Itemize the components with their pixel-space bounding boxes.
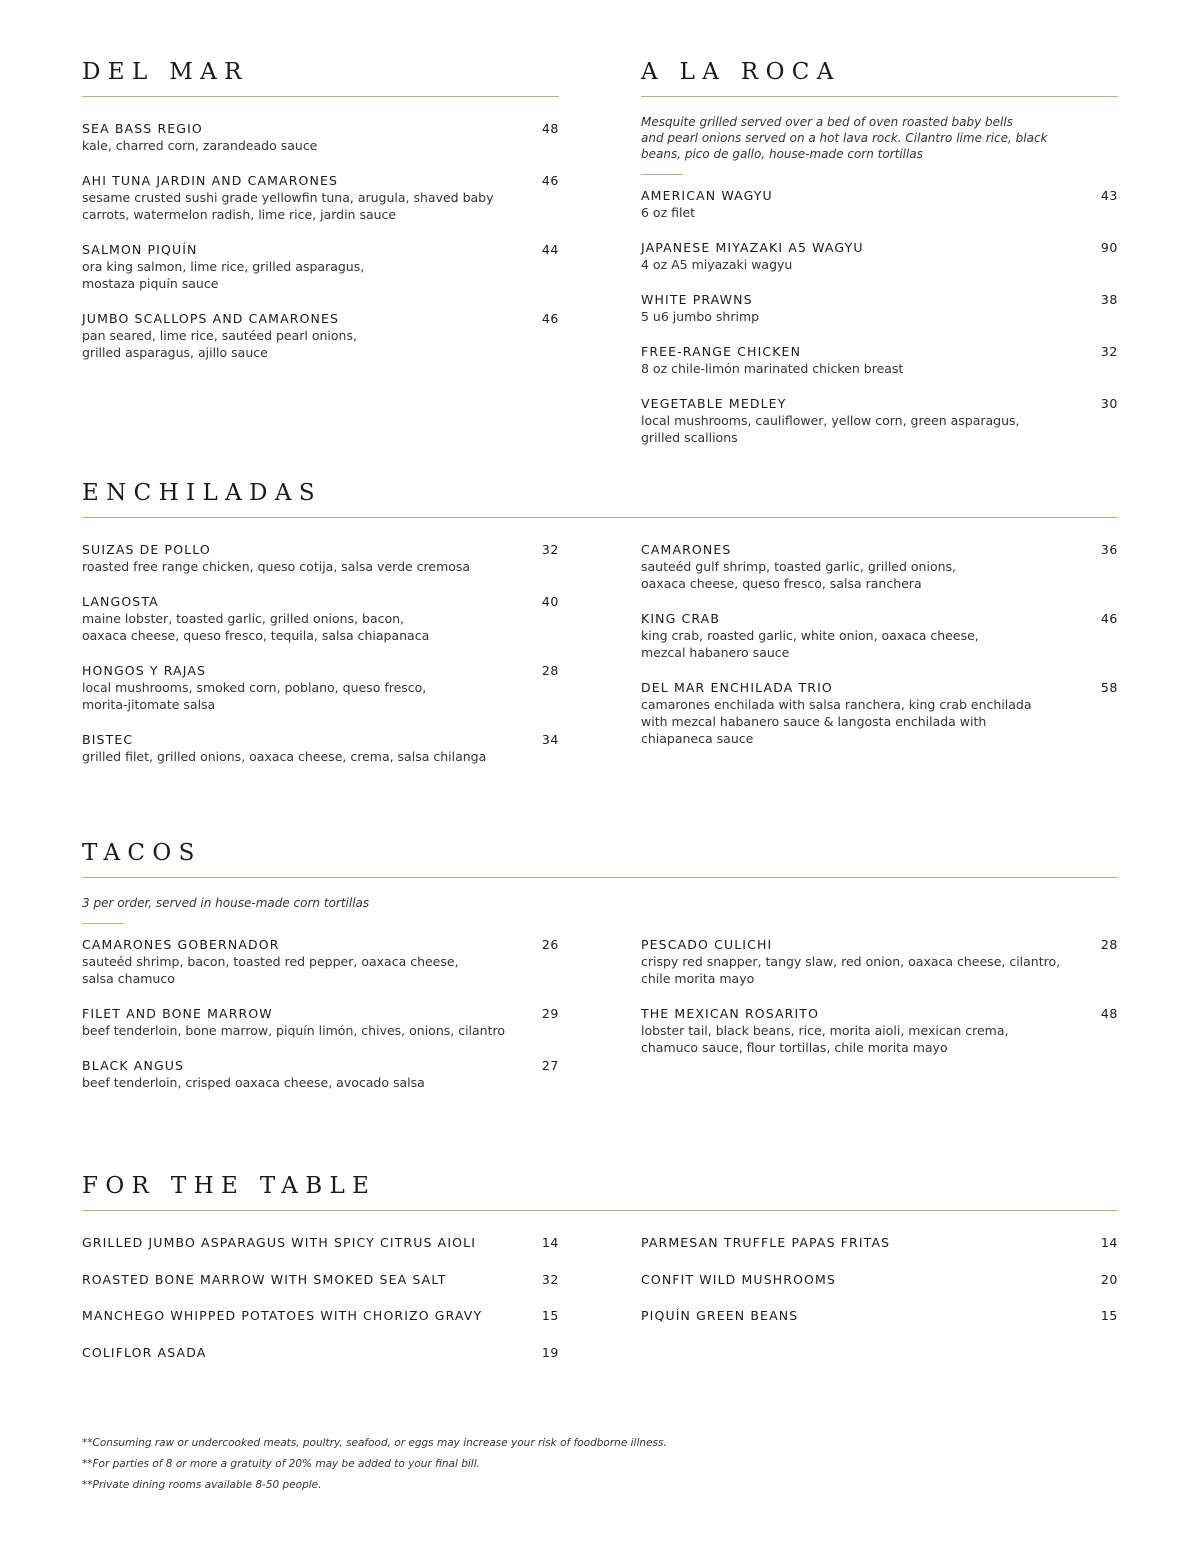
menu-item-description (641, 696, 1118, 747)
section-intro (641, 114, 1118, 162)
section-title: DEL MAR (82, 59, 249, 85)
menu-item (641, 187, 1118, 221)
menu-item-price: 32 (541, 1271, 559, 1287)
menu-item-name: MANCHEGO WHIPPED POTATOES WITH CHORIZO GRAVY (82, 1308, 483, 1323)
menu-item-name: CONFIT WILD MUSHROOMS (641, 1271, 836, 1287)
section-title: ENCHILADAS (82, 480, 322, 506)
menu-item (82, 731, 559, 765)
section-title: FOR THE TABLE (82, 1173, 377, 1199)
menu-column (641, 114, 1118, 446)
description-line: beef tenderloin, crisped oaxaca cheese, avocado salsa (82, 1075, 425, 1090)
description-line: sauteéd shrimp, bacon, toasted red pepper, oaxaca cheese, (82, 954, 459, 969)
menu-item-price: 48 (1100, 1006, 1118, 1021)
menu-item (82, 541, 559, 575)
menu-item-name: VEGETABLE MEDLEY (641, 396, 787, 411)
menu-item-description (82, 1022, 559, 1039)
footnote: **For parties of 8 or more a gratuity of 20% may be added to your final bill. (82, 1458, 480, 1470)
menu-item (641, 395, 1118, 446)
menu-item-description (82, 610, 559, 644)
menu-item-description (641, 256, 1118, 273)
menu-item (82, 1057, 559, 1091)
menu-item (82, 1307, 559, 1324)
section-enchiladas (82, 477, 1118, 783)
description-line: oaxaca cheese, queso fresco, tequila, salsa chiapanaca (82, 628, 430, 643)
menu-column (82, 120, 559, 361)
menu-item (82, 1271, 559, 1288)
menu-item-header (82, 241, 559, 258)
description-line: beef tenderloin, bone marrow, piquín limón, chives, onions, cilantro (82, 1023, 506, 1038)
menu-item-name: PIQUÍN GREEN BEANS (641, 1308, 799, 1323)
section-title: A LA ROCA (641, 59, 841, 85)
menu-item-header (82, 593, 559, 610)
menu-item-header (82, 936, 559, 953)
description-line: local mushrooms, smoked corn, poblano, queso fresco, (82, 680, 427, 695)
description-line: with mezcal habanero sauce & langosta enchilada with (641, 714, 987, 729)
description-line: mostaza piquín sauce (82, 276, 219, 291)
menu-item-name: BLACK ANGUS (82, 1058, 185, 1073)
menu-item-description (82, 558, 559, 575)
section-columns (82, 120, 559, 361)
menu-item-description (641, 627, 1118, 661)
description-line: local mushrooms, cauliflower, yellow corn, green asparagus, (641, 413, 1020, 428)
menu-item-header (641, 1234, 1118, 1251)
intro-line: beans, pico de gallo, house-made corn tortillas (641, 147, 923, 161)
menu-item (641, 239, 1118, 273)
section-a-la-roca (641, 56, 1118, 464)
description-line: crispy red snapper, tangy slaw, red onion, oaxaca cheese, cilantro, (641, 954, 1061, 969)
menu-item-header (641, 187, 1118, 204)
description-line: ora king salmon, lime rice, grilled asparagus, (82, 259, 365, 274)
menu-item-price: 46 (541, 173, 559, 188)
section-divider (641, 96, 1118, 97)
footnote: **Consuming raw or undercooked meats, poultry, seafood, or eggs may increase your risk of foodborne illness. (82, 1437, 667, 1449)
menu-item-name: HONGOS Y RAJAS (82, 663, 207, 678)
section-title: TACOS (82, 840, 202, 866)
menu-item-name: KING CRAB (641, 611, 721, 626)
menu-column (82, 895, 559, 1109)
menu-item-description (641, 953, 1118, 987)
menu-item-header (82, 310, 559, 327)
menu-item-header (82, 1057, 559, 1074)
menu-item-price: 28 (1100, 937, 1118, 952)
section-columns (82, 895, 1118, 1109)
intro-divider (641, 174, 683, 175)
section-for-the-table (82, 1170, 1118, 1380)
description-line: roasted free range chicken, queso cotija, salsa verde cremosa (82, 559, 471, 574)
menu-item-price: 14 (1100, 1235, 1118, 1250)
menu-item-description (82, 327, 559, 361)
menu-item-price: 48 (541, 121, 559, 136)
menu-item-header (641, 936, 1118, 953)
menu-column (641, 895, 1118, 1109)
menu-item-header (641, 679, 1118, 696)
menu-item-price: 14 (541, 1235, 559, 1250)
menu-item (641, 343, 1118, 377)
description-line: camarones enchilada with salsa ranchera, king crab enchilada (641, 697, 1032, 712)
description-line: salsa chamuco (82, 971, 175, 986)
menu-item-description (82, 953, 559, 987)
menu-item-name: COLIFLOR ASADA (82, 1344, 207, 1360)
menu-item-description (641, 204, 1118, 221)
menu-item-description (82, 137, 559, 154)
description-line: pan seared, lime rice, sautéed pearl onions, (82, 328, 357, 343)
menu-item-name: ROASTED BONE MARROW WITH SMOKED SEA SALT (82, 1271, 447, 1287)
description-line: chamuco sauce, flour tortillas, chile morita mayo (641, 1040, 948, 1055)
menu-item-name: THE MEXICAN ROSARITO (641, 1006, 820, 1021)
menu-item-price: 46 (1100, 611, 1118, 626)
menu-item-description (82, 258, 559, 292)
section-divider (82, 96, 559, 97)
description-line: sesame crusted sushi grade yellowfin tuna, arugula, shaved baby (82, 190, 494, 205)
menu-item (641, 679, 1118, 747)
section-columns (82, 541, 1118, 783)
menu-item-description (82, 748, 559, 765)
menu-item-price: 30 (1100, 396, 1118, 411)
menu-item-header (82, 541, 559, 558)
menu-item-price: 15 (1100, 1308, 1118, 1323)
description-line: chile morita mayo (641, 971, 755, 986)
menu-column (641, 1234, 1118, 1380)
menu-item-price: 46 (541, 311, 559, 326)
description-line: grilled scallions (641, 430, 738, 445)
description-line: chiapaneca sauce (641, 731, 754, 746)
menu-item (641, 610, 1118, 661)
menu-item-header (82, 1307, 559, 1324)
menu-item-header (82, 172, 559, 189)
intro-line: Mesquite grilled served over a bed of oven roasted baby bells (641, 115, 1013, 129)
intro-line: 3 per order, served in house-made corn tortillas (82, 896, 370, 910)
menu-item (82, 1344, 559, 1361)
menu-item-name: AHI TUNA JARDIN AND CAMARONES (82, 173, 339, 188)
menu-item-name: LANGOSTA (82, 594, 159, 609)
menu-item (82, 936, 559, 987)
menu-item-price: 43 (1100, 188, 1118, 203)
menu-item-name: DEL MAR ENCHILADA TRIO (641, 680, 833, 695)
section-divider (82, 1210, 1118, 1211)
menu-item (641, 1307, 1118, 1324)
description-line: oaxaca cheese, queso fresco, salsa ranchera (641, 576, 922, 591)
description-line: grilled filet, grilled onions, oaxaca cheese, crema, salsa chilanga (82, 749, 487, 764)
section-divider (82, 517, 1118, 518)
menu-column (82, 1234, 559, 1380)
menu-item-name: AMERICAN WAGYU (641, 188, 773, 203)
menu-item-price: 38 (1100, 292, 1118, 307)
menu-item-name: CAMARONES (641, 542, 732, 557)
menu-item-description (641, 412, 1118, 446)
menu-item-header (641, 343, 1118, 360)
menu-item-name: FREE-RANGE CHICKEN (641, 344, 802, 359)
menu-item-description (641, 308, 1118, 325)
menu-item-price: 58 (1100, 680, 1118, 695)
menu-item-header (82, 1005, 559, 1022)
menu-item-price: 90 (1100, 240, 1118, 255)
menu-item-description (641, 360, 1118, 377)
menu-item-price: 26 (541, 937, 559, 952)
menu-item-name: PARMESAN TRUFFLE PAPAS FRITAS (641, 1235, 891, 1250)
menu-item-name: GRILLED JUMBO ASPARAGUS WITH SPICY CITRUS AIOLI (82, 1235, 477, 1250)
menu-item-header (82, 1344, 559, 1361)
description-line: 6 oz filet (641, 205, 696, 220)
section-columns (82, 1234, 1118, 1380)
description-line: 5 u6 jumbo shrimp (641, 309, 760, 324)
menu-item-header (641, 239, 1118, 256)
menu-item-name: BISTEC (82, 732, 134, 747)
description-line: maine lobster, toasted garlic, grilled onions, bacon, (82, 611, 405, 626)
menu-item-header (641, 1307, 1118, 1324)
description-line: king crab, roasted garlic, white onion, oaxaca cheese, (641, 628, 979, 643)
menu-item (641, 1234, 1118, 1251)
menu-item-price: 29 (541, 1006, 559, 1021)
menu-item-description (82, 189, 559, 223)
menu-item-name: PESCADO CULICHI (641, 937, 773, 952)
menu-item-price: 32 (1100, 344, 1118, 359)
menu-item-header (641, 610, 1118, 627)
section-divider (82, 877, 1118, 878)
menu-item-header (641, 395, 1118, 412)
menu-item (641, 541, 1118, 592)
menu-column (641, 541, 1118, 783)
menu-item (82, 241, 559, 292)
menu-item-price: 20 (1100, 1271, 1118, 1287)
menu-item-header (641, 1005, 1118, 1022)
menu-item (82, 1005, 559, 1039)
menu-item-name: FILET AND BONE MARROW (82, 1006, 273, 1021)
menu-item-header (641, 1271, 1118, 1288)
description-line: morita-jitomate salsa (82, 697, 216, 712)
description-line: lobster tail, black beans, rice, morita aioli, mexican crema, (641, 1023, 1009, 1038)
menu-item-price: 44 (541, 242, 559, 257)
description-line: grilled asparagus, ajillo sauce (82, 345, 268, 360)
menu-item-name: WHITE PRAWNS (641, 292, 753, 307)
intro-line: and pearl onions served on a hot lava rock. Cilantro lime rice, black (641, 131, 1048, 145)
menu-item-header (641, 291, 1118, 308)
menu-item (641, 1271, 1118, 1288)
intro-divider (82, 923, 124, 924)
section-tacos (82, 837, 1118, 1109)
description-line: 8 oz chile-limón marinated chicken breast (641, 361, 904, 376)
menu-item-header (82, 1234, 559, 1251)
menu-item-description (641, 558, 1118, 592)
menu-item (82, 1234, 559, 1251)
footnotes (82, 1433, 667, 1496)
menu-item-price: 28 (541, 663, 559, 678)
section-columns (641, 114, 1118, 446)
menu-item (82, 172, 559, 223)
menu-item-name: JUMBO SCALLOPS AND CAMARONES (82, 311, 340, 326)
menu-item-description (82, 1074, 559, 1091)
footnote: **Private dining rooms available 8-50 people. (82, 1479, 322, 1491)
menu-item-name: CAMARONES GOBERNADOR (82, 937, 280, 952)
section-del-mar (82, 56, 559, 379)
description-line: carrots, watermelon radish, lime rice, jardin sauce (82, 207, 397, 222)
menu-item-header (641, 541, 1118, 558)
menu-item-description (82, 679, 559, 713)
menu-item-header (82, 1271, 559, 1288)
menu-item-price: 36 (1100, 542, 1118, 557)
menu-item (641, 1005, 1118, 1056)
menu-item-header (82, 120, 559, 137)
menu-item-price: 40 (541, 594, 559, 609)
menu-item (82, 662, 559, 713)
menu-item-name: JAPANESE MIYAZAKI A5 WAGYU (641, 240, 864, 255)
menu-item-header (82, 731, 559, 748)
description-line: kale, charred corn, zarandeado sauce (82, 138, 318, 153)
menu-item (82, 593, 559, 644)
description-line: sauteéd gulf shrimp, toasted garlic, grilled onions, (641, 559, 957, 574)
menu-item-price: 19 (541, 1344, 559, 1360)
menu-item (82, 310, 559, 361)
menu-item (641, 936, 1118, 987)
description-line: mezcal habanero sauce (641, 645, 790, 660)
menu-item-price: 27 (541, 1058, 559, 1073)
menu-item-header (82, 662, 559, 679)
menu-item-description (641, 1022, 1118, 1056)
menu-column (82, 541, 559, 783)
menu-item-price: 15 (541, 1308, 559, 1323)
menu-item-price: 32 (541, 542, 559, 557)
menu-item-name: SUIZAS DE POLLO (82, 542, 211, 557)
menu-item-name: SALMON PIQUÍN (82, 242, 198, 257)
menu-item-price: 34 (541, 732, 559, 747)
menu-item (641, 291, 1118, 325)
description-line: 4 oz A5 miyazaki wagyu (641, 257, 793, 272)
menu-item (82, 120, 559, 154)
menu-item-name: SEA BASS REGIO (82, 121, 203, 136)
section-intro (82, 895, 559, 911)
